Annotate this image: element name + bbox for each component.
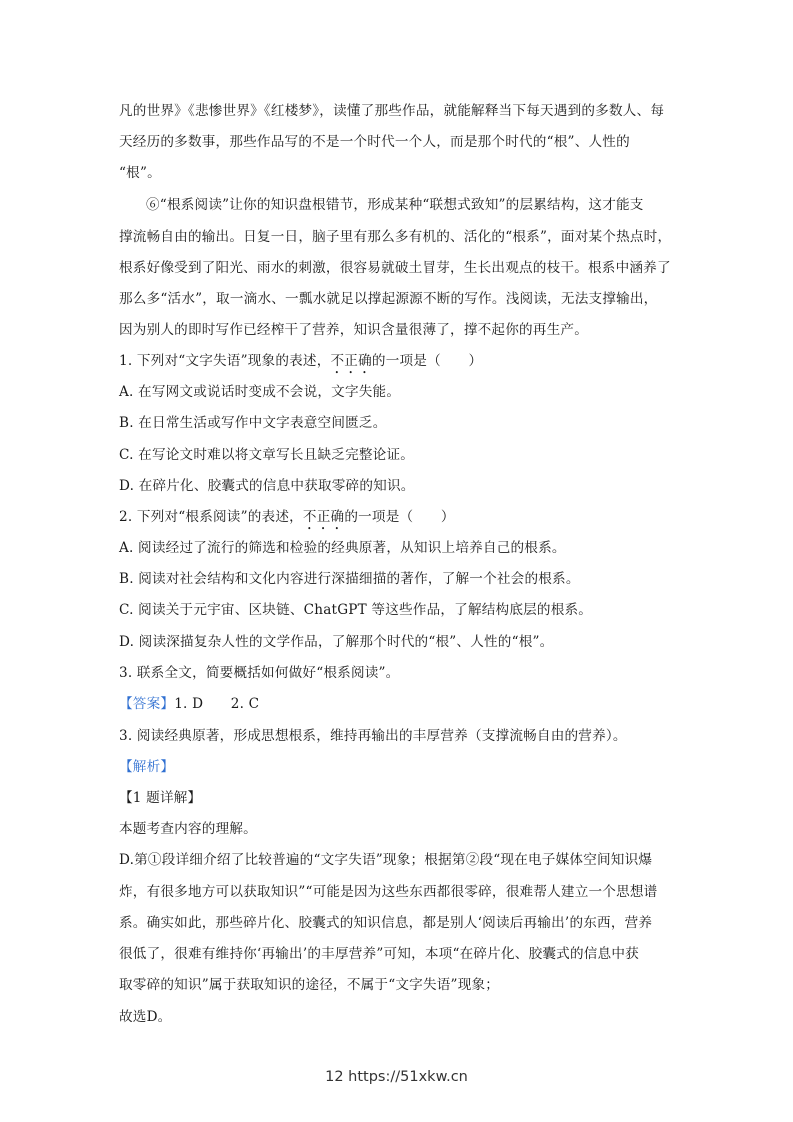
article-line: 因为别人的即时写作已经榨干了营养，知识含量很薄了，撑不起你的再生产。: [119, 322, 588, 338]
page-footer: 12 https://51xkw.cn: [325, 1069, 468, 1085]
answer-tag: 【答案】: [119, 696, 175, 712]
question-2-option-a: A. 阅读经过了流行的筛选和检验的经典原著，从知识上培养自己的根系。: [119, 540, 566, 556]
article-paragraph-6-line: ⑥“根系阅读”让你的知识盘根错节，形成某种“联想式致知”的层累结构，这才能支: [146, 197, 644, 213]
question-1-option-b: B. 在日常生活或写作中文字表意空间匮乏。: [119, 415, 387, 431]
emphasis-not-correct: 不正确: [302, 509, 345, 525]
question-1-stem-start: 1. 下列对“文字失语”现象的表述，: [119, 353, 331, 369]
article-line: “根”。: [119, 165, 161, 181]
question-1-stem-end: 的一项是（ ）: [371, 353, 483, 369]
article-line: 根系好像受到了阳光、雨水的刺激，很容易就破土冒芽，生长出观点的枝干。根系中涵养了: [119, 260, 671, 276]
analysis-line: 炸，有很多地方可以获取知识”“可能是因为这些东西都很零碎，很难帮人建立一个思想谱: [119, 884, 658, 900]
analysis-conclusion: 故选D。: [119, 1009, 172, 1025]
answer-line: [119, 694, 259, 714]
question-2-option-c: C. 阅读关于元宇宙、区块链、ChatGPT 等这些作品，了解结构底层的根系。: [119, 602, 593, 618]
analysis-line: D.第①段详细介绍了比较普遍的“文字失语”现象；根据第②段“现在电子媒体空间知识爆: [119, 852, 653, 868]
question-2-stem-start: 2. 下列对“根系阅读”的表述，: [119, 509, 303, 525]
article-line: 天经历的多数事，那些作品写的不是一个时代一个人，而是那个时代的“根”、人性的: [119, 134, 630, 150]
emphasis-not-correct: 不正确: [330, 353, 372, 369]
question-3-stem: 3. 联系全文，简要概括如何做好“根系阅读”。: [119, 665, 400, 681]
question-2-stem: [119, 507, 455, 533]
article-line: 那么多“活水”，取一滴水、一瓢水就足以撑起源源不断的写作。浅阅读，无法支撑输出，: [119, 291, 658, 307]
analysis-q1-heading: 【1 题详解】: [119, 790, 202, 806]
question-2-option-b: B. 阅读对社会结构和文化内容进行深描细描的著作，了解一个社会的根系。: [119, 571, 580, 587]
question-1-option-c: C. 在写论文时难以将文章写长且缺乏完整论证。: [119, 447, 415, 463]
question-1-stem: [119, 351, 482, 377]
analysis-line: 取零碎的知识”属于获取知识的途径，不属于“文字失语”现象；: [119, 977, 500, 993]
question-2-option-d: D. 阅读深描复杂人性的文学作品，了解那个时代的“根”、人性的“根”。: [119, 634, 554, 650]
analysis-line: 很低了，很难有维持你‘再输出’的丰厚营养”可知，本项“在碎片化、胶囊式的信息中获: [119, 946, 639, 962]
article-line: 撑流畅自由的输出。日复一日，脑子里有那么多有机的、活化的“根系”，面对某个热点时，: [119, 229, 672, 245]
analysis-tag: 【解析】: [119, 759, 175, 775]
question-1-option-a: A. 在写网文或说话时变成不会说，文字失能。: [119, 384, 401, 400]
analysis-intro: 本题考查内容的理解。: [119, 821, 257, 837]
question-1-option-d: D. 在碎片化、胶囊式的信息中获取零碎的知识。: [119, 478, 415, 494]
analysis-line: 系。确实如此，那些碎片化、胶囊式的知识信息，都是别人‘阅读后再输出’的东西，营养: [119, 915, 653, 931]
article-line: 凡的世界》《悲惨世界》《红楼梦》，读懂了那些作品，就能解释当下每天遇到的多数人、每: [119, 103, 665, 119]
answer-q3: 3. 阅读经典原著，形成思想根系，维持再输出的丰厚营养（支撑流畅自由的营养）。: [119, 728, 627, 744]
question-2-stem-end: 的一项是（ ）: [344, 509, 455, 525]
answer-text: 1. D 2. C: [174, 696, 260, 712]
